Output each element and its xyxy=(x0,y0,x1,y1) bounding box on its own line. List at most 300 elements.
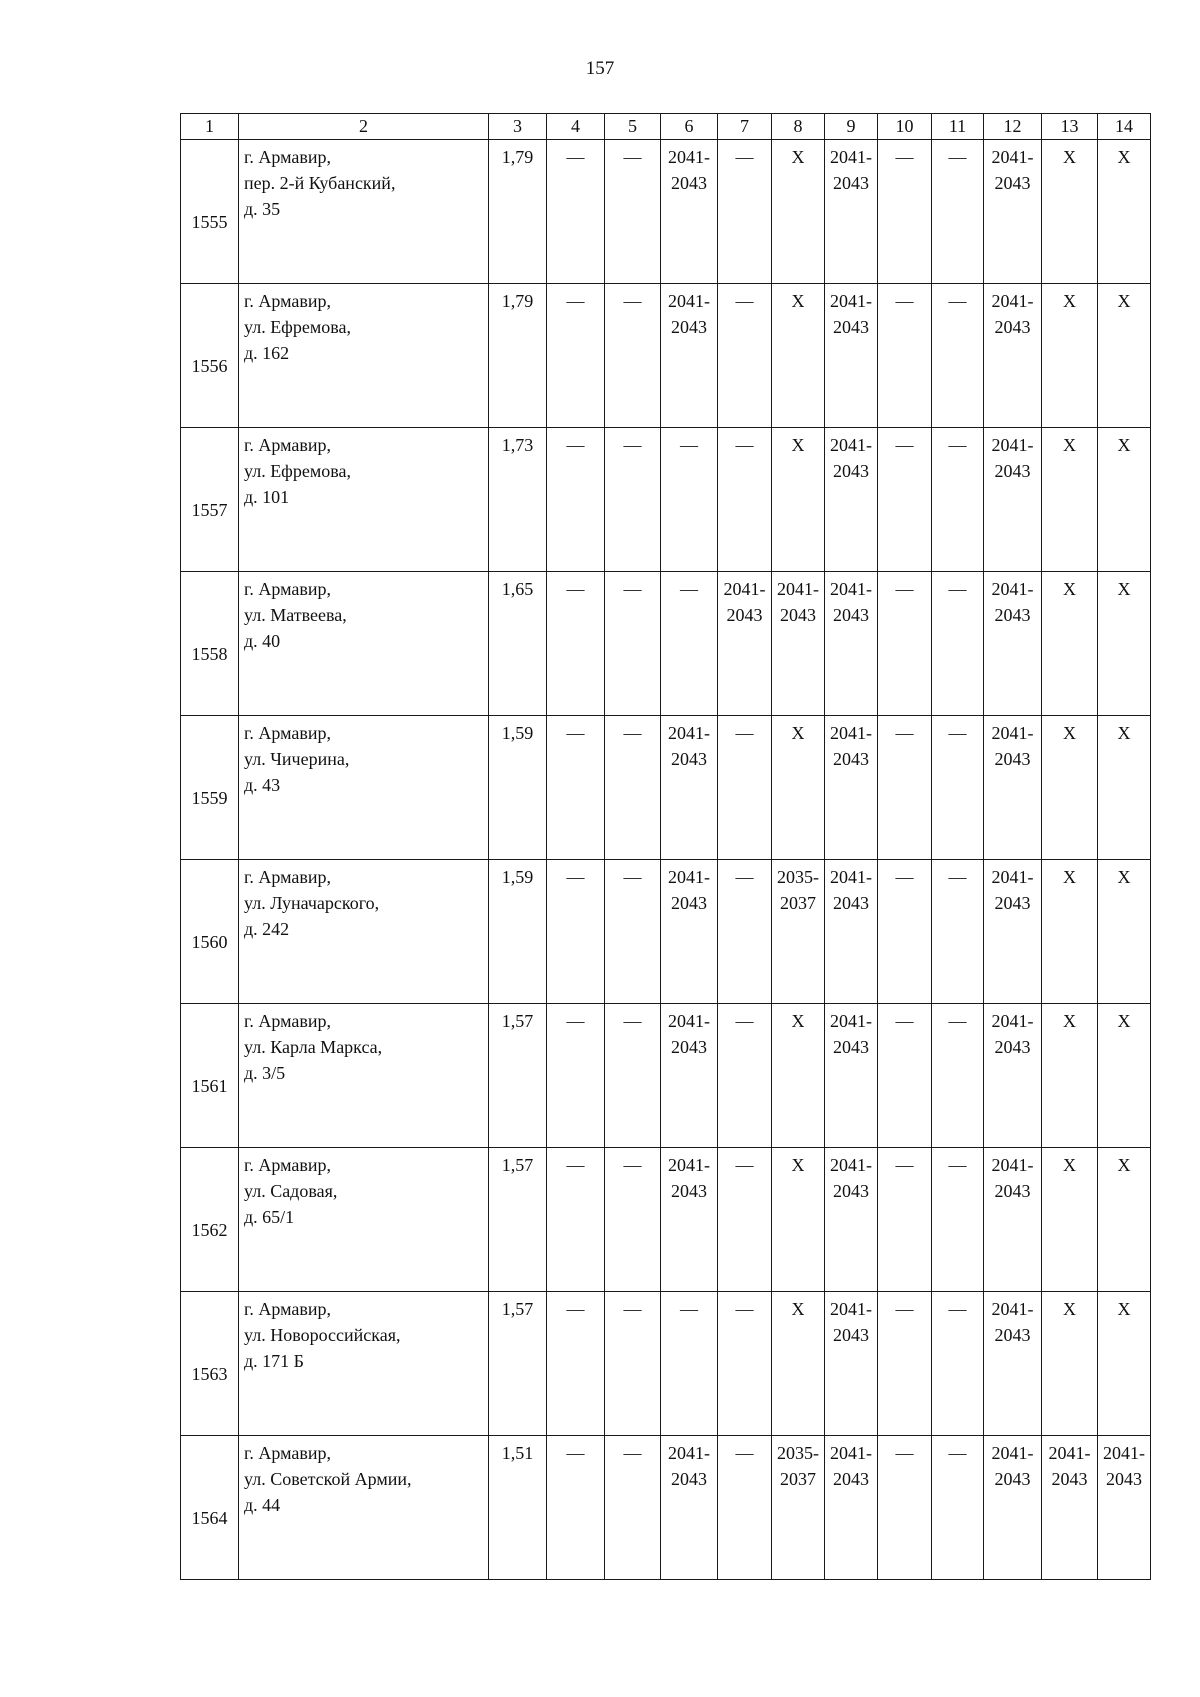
cell-value: — xyxy=(895,1155,914,1175)
address-line: ул. Садовая, xyxy=(244,1181,338,1201)
value-cell-col-8 xyxy=(772,1148,825,1292)
address-line: г. Армавир, xyxy=(244,1299,331,1319)
value-cell-col-7 xyxy=(718,284,772,428)
cell-value: — xyxy=(895,723,914,743)
cell-value: 2043 xyxy=(833,893,869,913)
value-cell-col-3 xyxy=(489,1292,547,1436)
cell-value: — xyxy=(948,723,967,743)
cell-value: — xyxy=(895,147,914,167)
cell-value: 1,73 xyxy=(501,435,534,455)
value-cell-col-13 xyxy=(1042,1004,1098,1148)
cell-value: 2041- xyxy=(991,1011,1034,1031)
cell-value: X xyxy=(1063,1011,1076,1031)
address-line: ул. Карла Маркса, xyxy=(244,1037,383,1057)
address-line: г. Армавир, xyxy=(244,723,331,743)
address-line: пер. 2-й Кубанский, xyxy=(244,173,396,193)
row-number: 1555 xyxy=(181,140,239,284)
cell-value: 2041- xyxy=(991,291,1034,311)
cell-value: 1,59 xyxy=(501,723,534,743)
value-cell-col-9 xyxy=(825,860,878,1004)
value-cell-col-6 xyxy=(661,1004,718,1148)
row-number: 1564 xyxy=(181,1436,239,1580)
data-table xyxy=(180,113,1151,1580)
value-cell-col-3 xyxy=(489,1436,547,1580)
table-row xyxy=(181,428,1151,572)
cell-value: 1,51 xyxy=(501,1443,534,1463)
cell-value: — xyxy=(895,1443,914,1463)
value-cell-col-8 xyxy=(772,1292,825,1436)
value-cell-col-13 xyxy=(1042,1436,1098,1580)
table-row xyxy=(181,572,1151,716)
value-cell-col-11 xyxy=(932,140,984,284)
value-cell-col-6 xyxy=(661,716,718,860)
cell-value: — xyxy=(735,1011,754,1031)
cell-value: 2043 xyxy=(833,317,869,337)
cell-value: X xyxy=(791,1299,805,1319)
cell-value: 2043 xyxy=(994,1037,1031,1057)
address-line: д. 101 xyxy=(244,487,290,507)
cell-value: 2041- xyxy=(830,1443,872,1463)
value-cell-col-11 xyxy=(932,1436,984,1580)
address-line: ул. Луначарского, xyxy=(244,893,380,913)
value-cell-col-8 xyxy=(772,1004,825,1148)
cell-value: 2043 xyxy=(671,1181,707,1201)
value-cell-col-9 xyxy=(825,1148,878,1292)
cell-value: — xyxy=(623,1443,642,1463)
column-header-11: 11 xyxy=(932,114,984,140)
table-row xyxy=(181,860,1151,1004)
value-cell-col-7 xyxy=(718,1292,772,1436)
value-cell-col-14 xyxy=(1098,716,1151,860)
address-line: г. Армавир, xyxy=(244,579,331,599)
value-cell-col-9 xyxy=(825,1004,878,1148)
value-cell-col-6 xyxy=(661,1292,718,1436)
address-line: д. 40 xyxy=(244,631,281,651)
cell-value: X xyxy=(1117,1011,1131,1031)
row-number: 1558 xyxy=(181,572,239,716)
cell-value: 2043 xyxy=(726,605,763,625)
cell-value: 2041- xyxy=(668,1443,710,1463)
value-cell-col-11 xyxy=(932,572,984,716)
value-cell-col-6 xyxy=(661,140,718,284)
cell-value: — xyxy=(735,1299,754,1319)
cell-value: 2041- xyxy=(830,147,872,167)
cell-value: 2041- xyxy=(991,147,1034,167)
address-line: ул. Ефремова, xyxy=(244,461,351,481)
cell-value: — xyxy=(566,867,585,887)
value-cell-col-13 xyxy=(1042,716,1098,860)
cell-value: — xyxy=(566,435,585,455)
cell-value: X xyxy=(791,147,805,167)
value-cell-col-13 xyxy=(1042,428,1098,572)
value-cell-col-3 xyxy=(489,860,547,1004)
address-cell xyxy=(239,572,489,716)
cell-value: 2041- xyxy=(777,579,819,599)
address-line: ул. Матвеева, xyxy=(244,605,347,625)
cell-value: 1,59 xyxy=(501,867,534,887)
value-cell-col-6 xyxy=(661,860,718,1004)
value-cell-col-11 xyxy=(932,1148,984,1292)
address-line: ул. Советской Армии, xyxy=(244,1469,412,1489)
cell-value: 1,57 xyxy=(501,1155,534,1175)
row-number: 1557 xyxy=(181,428,239,572)
cell-value: — xyxy=(948,1443,967,1463)
cell-value: — xyxy=(735,723,754,743)
cell-value: 2035- xyxy=(777,1443,819,1463)
cell-value: — xyxy=(623,435,642,455)
value-cell-col-9 xyxy=(825,1436,878,1580)
cell-value: 2043 xyxy=(1051,1469,1088,1489)
cell-value: 2043 xyxy=(994,749,1031,769)
value-cell-col-6 xyxy=(661,1436,718,1580)
cell-value: — xyxy=(948,1299,967,1319)
value-cell-col-10 xyxy=(878,1004,932,1148)
value-cell-col-3 xyxy=(489,572,547,716)
cell-value: 2043 xyxy=(671,893,707,913)
cell-value: — xyxy=(735,867,754,887)
cell-value: X xyxy=(791,1155,805,1175)
address-line: д. 3/5 xyxy=(244,1063,286,1083)
cell-value: 2043 xyxy=(994,1325,1031,1345)
address-line: г. Армавир, xyxy=(244,1443,331,1463)
value-cell-col-13 xyxy=(1042,860,1098,1004)
address-line: г. Армавир, xyxy=(244,435,331,455)
value-cell-col-4 xyxy=(547,1004,605,1148)
cell-value: 2041- xyxy=(991,579,1034,599)
cell-value: 2043 xyxy=(994,317,1031,337)
value-cell-col-7 xyxy=(718,428,772,572)
cell-value: 2041- xyxy=(830,723,872,743)
cell-value: 2043 xyxy=(833,605,869,625)
value-cell-col-8 xyxy=(772,716,825,860)
cell-value: — xyxy=(623,1155,642,1175)
value-cell-col-4 xyxy=(547,572,605,716)
cell-value: — xyxy=(623,1011,642,1031)
value-cell-col-14 xyxy=(1098,1436,1151,1580)
cell-value: 2043 xyxy=(833,461,869,481)
address-cell xyxy=(239,860,489,1004)
value-cell-col-3 xyxy=(489,284,547,428)
cell-value: 2041- xyxy=(668,867,710,887)
cell-value: X xyxy=(1063,723,1076,743)
value-cell-col-12 xyxy=(984,1436,1042,1580)
value-cell-col-6 xyxy=(661,1148,718,1292)
cell-value: — xyxy=(735,147,754,167)
value-cell-col-14 xyxy=(1098,428,1151,572)
value-cell-col-10 xyxy=(878,1148,932,1292)
cell-value: — xyxy=(895,1299,914,1319)
cell-value: — xyxy=(948,435,967,455)
address-cell xyxy=(239,284,489,428)
column-header-1: 1 xyxy=(181,114,239,140)
cell-value: — xyxy=(566,1443,585,1463)
cell-value: X xyxy=(1117,579,1131,599)
value-cell-col-6 xyxy=(661,284,718,428)
column-header-8: 8 xyxy=(772,114,825,140)
value-cell-col-5 xyxy=(605,572,661,716)
cell-value: 2043 xyxy=(833,1037,869,1057)
address-line: ул. Ефремова, xyxy=(244,317,351,337)
cell-value: 2043 xyxy=(671,1037,707,1057)
cell-value: 2043 xyxy=(1106,1469,1142,1489)
cell-value: 2043 xyxy=(671,173,707,193)
address-line: ул. Чичерина, xyxy=(244,749,350,769)
cell-value: 2043 xyxy=(671,1469,707,1489)
cell-value: 2043 xyxy=(833,1325,869,1345)
table-row xyxy=(181,1148,1151,1292)
value-cell-col-5 xyxy=(605,1148,661,1292)
row-number: 1560 xyxy=(181,860,239,1004)
cell-value: 2035- xyxy=(777,867,819,887)
cell-value: 2041- xyxy=(991,435,1034,455)
cell-value: — xyxy=(735,1155,754,1175)
cell-value: — xyxy=(566,579,585,599)
value-cell-col-10 xyxy=(878,860,932,1004)
cell-value: — xyxy=(623,1299,642,1319)
value-cell-col-12 xyxy=(984,428,1042,572)
cell-value: 2037 xyxy=(780,1469,816,1489)
cell-value: 2041- xyxy=(723,579,766,599)
cell-value: 2043 xyxy=(833,1469,869,1489)
value-cell-col-10 xyxy=(878,284,932,428)
cell-value: 1,79 xyxy=(501,147,534,167)
cell-value: X xyxy=(791,1011,805,1031)
row-number: 1556 xyxy=(181,284,239,428)
value-cell-col-4 xyxy=(547,284,605,428)
address-line: д. 162 xyxy=(244,343,290,363)
value-cell-col-8 xyxy=(772,284,825,428)
value-cell-col-8 xyxy=(772,428,825,572)
cell-value: 2041- xyxy=(830,1011,872,1031)
value-cell-col-12 xyxy=(984,716,1042,860)
value-cell-col-8 xyxy=(772,860,825,1004)
value-cell-col-7 xyxy=(718,716,772,860)
cell-value: 2043 xyxy=(994,173,1031,193)
value-cell-col-4 xyxy=(547,1148,605,1292)
value-cell-col-11 xyxy=(932,428,984,572)
value-cell-col-12 xyxy=(984,1292,1042,1436)
cell-value: — xyxy=(566,1299,585,1319)
value-cell-col-11 xyxy=(932,1004,984,1148)
value-cell-col-12 xyxy=(984,140,1042,284)
value-cell-col-7 xyxy=(718,572,772,716)
cell-value: 2041- xyxy=(830,579,872,599)
cell-value: X xyxy=(791,723,805,743)
cell-value: — xyxy=(895,579,914,599)
cell-value: 1,65 xyxy=(501,579,534,599)
value-cell-col-12 xyxy=(984,1004,1042,1148)
column-header-10: 10 xyxy=(878,114,932,140)
value-cell-col-10 xyxy=(878,140,932,284)
value-cell-col-3 xyxy=(489,140,547,284)
value-cell-col-13 xyxy=(1042,572,1098,716)
value-cell-col-3 xyxy=(489,428,547,572)
table-header xyxy=(181,114,1151,140)
cell-value: 2041- xyxy=(830,291,872,311)
cell-value: — xyxy=(895,1011,914,1031)
value-cell-col-10 xyxy=(878,716,932,860)
cell-value: 2043 xyxy=(671,317,707,337)
cell-value: — xyxy=(735,435,754,455)
column-header-13: 13 xyxy=(1042,114,1098,140)
value-cell-col-10 xyxy=(878,1436,932,1580)
header-row xyxy=(181,114,1151,140)
value-cell-col-7 xyxy=(718,1148,772,1292)
column-header-12: 12 xyxy=(984,114,1042,140)
value-cell-col-14 xyxy=(1098,860,1151,1004)
value-cell-col-5 xyxy=(605,284,661,428)
cell-value: X xyxy=(1063,867,1076,887)
value-cell-col-4 xyxy=(547,860,605,1004)
column-header-14: 14 xyxy=(1098,114,1151,140)
value-cell-col-4 xyxy=(547,1292,605,1436)
cell-value: 2041- xyxy=(668,1011,710,1031)
cell-value: 2043 xyxy=(833,173,869,193)
table-row xyxy=(181,1004,1151,1148)
value-cell-col-7 xyxy=(718,1436,772,1580)
row-number: 1561 xyxy=(181,1004,239,1148)
value-cell-col-13 xyxy=(1042,1292,1098,1436)
address-cell xyxy=(239,1148,489,1292)
cell-value: 2041- xyxy=(1048,1443,1091,1463)
cell-value: X xyxy=(1117,867,1131,887)
row-number: 1563 xyxy=(181,1292,239,1436)
row-number: 1562 xyxy=(181,1148,239,1292)
cell-value: 2043 xyxy=(833,749,869,769)
value-cell-col-5 xyxy=(605,140,661,284)
cell-value: 2043 xyxy=(833,1181,869,1201)
cell-value: — xyxy=(623,291,642,311)
cell-value: 2043 xyxy=(994,461,1031,481)
value-cell-col-14 xyxy=(1098,140,1151,284)
address-line: д. 43 xyxy=(244,775,281,795)
cell-value: 2041- xyxy=(991,723,1034,743)
address-line: д. 242 xyxy=(244,919,290,939)
address-cell xyxy=(239,1004,489,1148)
value-cell-col-9 xyxy=(825,428,878,572)
address-line: ул. Новороссийская, xyxy=(244,1325,401,1345)
value-cell-col-5 xyxy=(605,428,661,572)
address-line: д. 35 xyxy=(244,199,281,219)
value-cell-col-5 xyxy=(605,1004,661,1148)
cell-value: — xyxy=(948,867,967,887)
cell-value: — xyxy=(735,1443,754,1463)
value-cell-col-8 xyxy=(772,1436,825,1580)
address-cell xyxy=(239,1292,489,1436)
cell-value: X xyxy=(791,435,805,455)
cell-value: X xyxy=(791,291,805,311)
value-cell-col-11 xyxy=(932,284,984,428)
cell-value: X xyxy=(1063,579,1076,599)
value-cell-col-6 xyxy=(661,428,718,572)
address-line: г. Армавир, xyxy=(244,291,331,311)
cell-value: — xyxy=(566,1155,585,1175)
cell-value: 1,57 xyxy=(501,1299,534,1319)
column-header-3: 3 xyxy=(489,114,547,140)
value-cell-col-7 xyxy=(718,860,772,1004)
cell-value: — xyxy=(623,723,642,743)
cell-value: — xyxy=(623,867,642,887)
value-cell-col-7 xyxy=(718,140,772,284)
cell-value: X xyxy=(1063,147,1076,167)
cell-value: X xyxy=(1063,435,1076,455)
address-cell xyxy=(239,1436,489,1580)
cell-value: — xyxy=(948,147,967,167)
cell-value: X xyxy=(1063,1299,1076,1319)
cell-value: 2041- xyxy=(991,1299,1034,1319)
page-number: 157 xyxy=(585,58,615,79)
value-cell-col-8 xyxy=(772,140,825,284)
cell-value: — xyxy=(566,1011,585,1031)
cell-value: X xyxy=(1117,1299,1131,1319)
cell-value: — xyxy=(895,435,914,455)
address-line: г. Армавир, xyxy=(244,867,331,887)
cell-value: — xyxy=(895,291,914,311)
table-row xyxy=(181,284,1151,428)
cell-value: X xyxy=(1117,147,1131,167)
cell-value: — xyxy=(948,291,967,311)
value-cell-col-10 xyxy=(878,1292,932,1436)
cell-value: — xyxy=(623,147,642,167)
cell-value: 2041- xyxy=(668,723,710,743)
address-line: д. 65/1 xyxy=(244,1207,295,1227)
table-row xyxy=(181,716,1151,860)
value-cell-col-12 xyxy=(984,860,1042,1004)
value-cell-col-11 xyxy=(932,860,984,1004)
value-cell-col-11 xyxy=(932,716,984,860)
column-header-6: 6 xyxy=(661,114,718,140)
value-cell-col-12 xyxy=(984,284,1042,428)
cell-value: — xyxy=(948,1011,967,1031)
address-cell xyxy=(239,716,489,860)
value-cell-col-3 xyxy=(489,716,547,860)
cell-value: 2041- xyxy=(668,147,710,167)
address-cell xyxy=(239,428,489,572)
address-line: д. 171 Б xyxy=(244,1351,304,1371)
value-cell-col-8 xyxy=(772,572,825,716)
cell-value: X xyxy=(1117,291,1131,311)
value-cell-col-12 xyxy=(984,1148,1042,1292)
value-cell-col-13 xyxy=(1042,140,1098,284)
cell-value: 2041- xyxy=(830,1155,872,1175)
cell-value: X xyxy=(1117,1155,1131,1175)
cell-value: — xyxy=(895,867,914,887)
column-header-5: 5 xyxy=(605,114,661,140)
cell-value: — xyxy=(566,291,585,311)
value-cell-col-14 xyxy=(1098,572,1151,716)
cell-value: 2041- xyxy=(830,1299,872,1319)
value-cell-col-7 xyxy=(718,1004,772,1148)
cell-value: — xyxy=(680,579,698,599)
cell-value: — xyxy=(948,1155,967,1175)
value-cell-col-6 xyxy=(661,572,718,716)
cell-value: X xyxy=(1063,1155,1076,1175)
value-cell-col-14 xyxy=(1098,1148,1151,1292)
cell-value: 2043 xyxy=(994,605,1031,625)
column-header-7: 7 xyxy=(718,114,772,140)
address-line: г. Армавир, xyxy=(244,147,331,167)
address-line: г. Армавир, xyxy=(244,1155,331,1175)
cell-value: X xyxy=(1063,291,1076,311)
cell-value: X xyxy=(1117,435,1131,455)
cell-value: X xyxy=(1117,723,1131,743)
value-cell-col-9 xyxy=(825,284,878,428)
address-cell xyxy=(239,140,489,284)
cell-value: 2041- xyxy=(991,867,1034,887)
value-cell-col-13 xyxy=(1042,1148,1098,1292)
cell-value: 2041- xyxy=(830,867,872,887)
cell-value: — xyxy=(948,579,967,599)
